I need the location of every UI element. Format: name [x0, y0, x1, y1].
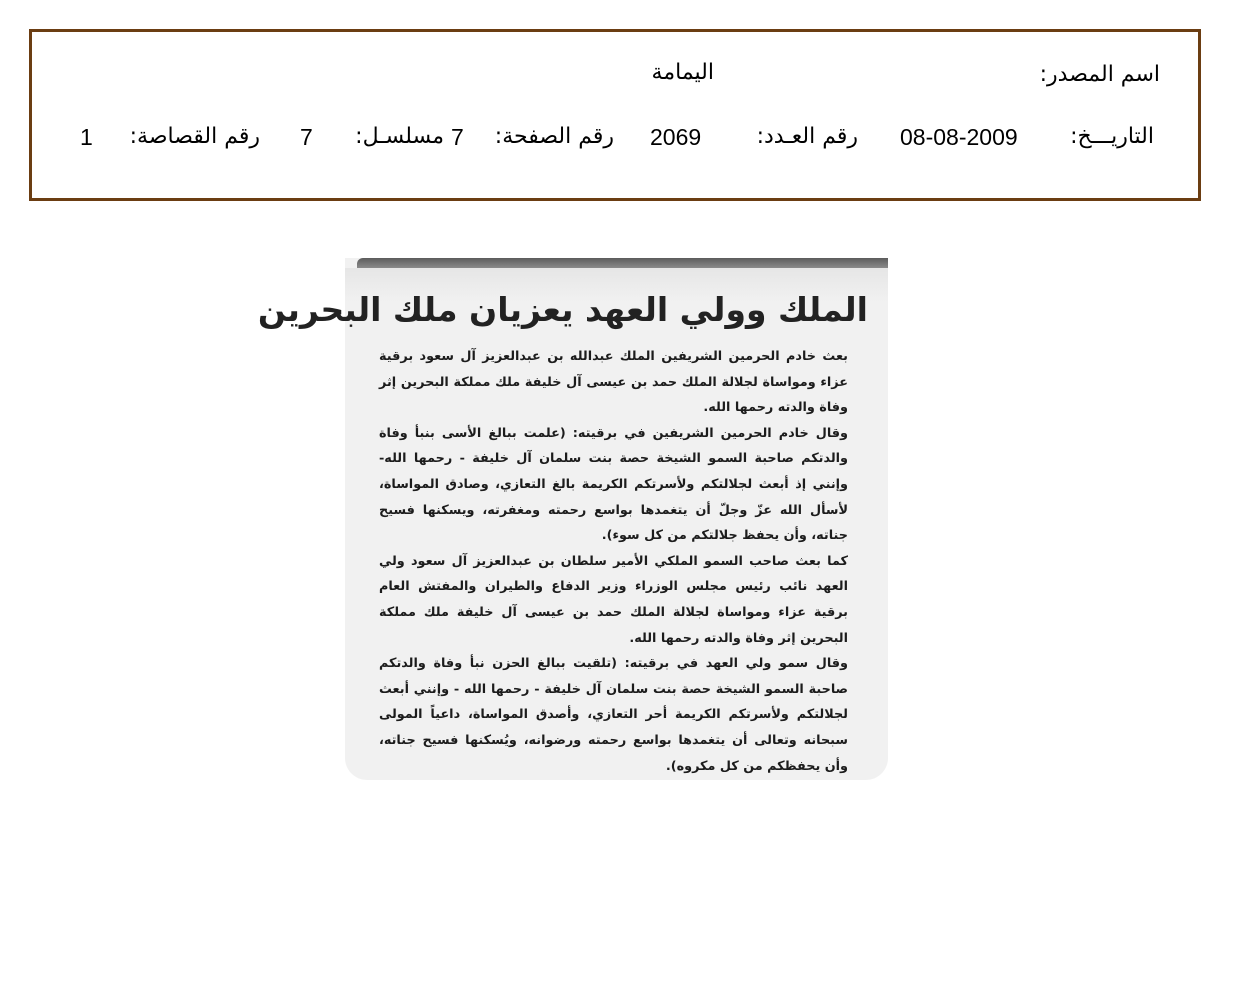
serial-label: مسلسـل:: [355, 124, 444, 149]
article-paragraph: كما بعث صاحب السمو الملكي الأمير سلطان بن عبدالعزيز آل سعود ولي العهد نائب رئيس مجلس الوزراء وزير الدفاع والطيران والمفتش العام برقية عزاء ومواساة لجلالة الملك حمد بن عيسى آل خليفة ملك مملكة البحرين إثر وفاة والدته رحمها الله.: [379, 553, 848, 646]
date-label: التاريـــخ:: [1070, 124, 1154, 149]
article-paragraph: بعث خادم الحرمين الشريفين الملك عبدالله بن عبدالعزيز آل سعود برقية عزاء ومواساة لجلالة الملك حمد بن عيسى آل خليفة ملك مملكة البحرين إثر وفاة والدته رحمها الله.: [379, 349, 848, 416]
source-label: اسم المصدر:: [1039, 62, 1160, 87]
article-paragraph: وقال خادم الحرمين الشريفين في برقيته: (علمت ببالغ الأسى بنبأ وفاة والدتكم صاحبة السمو الشيخة حصة بنت سلمان آل خليفة - رحمها الله- وإنني إذ أبعث لجلالتكم ولأسرتكم الكريمة بالغ التعازي، وصادق المواساة، لأسأل الله عزّ وجلّ أن يتغمدها بواسع رحمته ومغفرته، ويسكنها فسيح جناته، وأن يحفظ جلالتكم من كل سوء).: [379, 425, 848, 544]
article-body: [379, 344, 848, 779]
date-value: 08-08-2009: [900, 124, 1018, 150]
newspaper-clipping: [257, 258, 888, 780]
page-value: 7: [451, 124, 464, 150]
clipping-label: رقم القصاصة:: [129, 124, 260, 149]
issue-label: رقم العـدد:: [756, 124, 858, 149]
clipping-top-bar: [357, 258, 888, 268]
source-value: اليمامة: [651, 60, 714, 85]
issue-value: 2069: [650, 124, 702, 150]
article-title: الملك وولي العهد يعزيان ملك البحرين: [257, 290, 868, 329]
article-paragraph: وقال سمو ولي العهد في برقيته: (تلقيت ببالغ الحزن نبأ وفاة والدتكم صاحبة السمو الشيخة حصة بنت سلمان آل خليفة - رحمها الله - وإنني أبعث لجلالتكم ولأسرتكم الكريمة أحر التعازي، وأصدق المواساة، داعياً المولى سبحانه وتعالى أن يتغمدها بواسع رحمته ورضوانه، ويُسكنها فسيح جناته، وأن يحفظكم من كل مكروه).: [379, 656, 848, 774]
serial-value: 7: [300, 124, 313, 150]
page-label: رقم الصفحة:: [494, 124, 614, 149]
metadata-box: [29, 29, 1201, 201]
clipping-value: 1: [80, 124, 93, 150]
